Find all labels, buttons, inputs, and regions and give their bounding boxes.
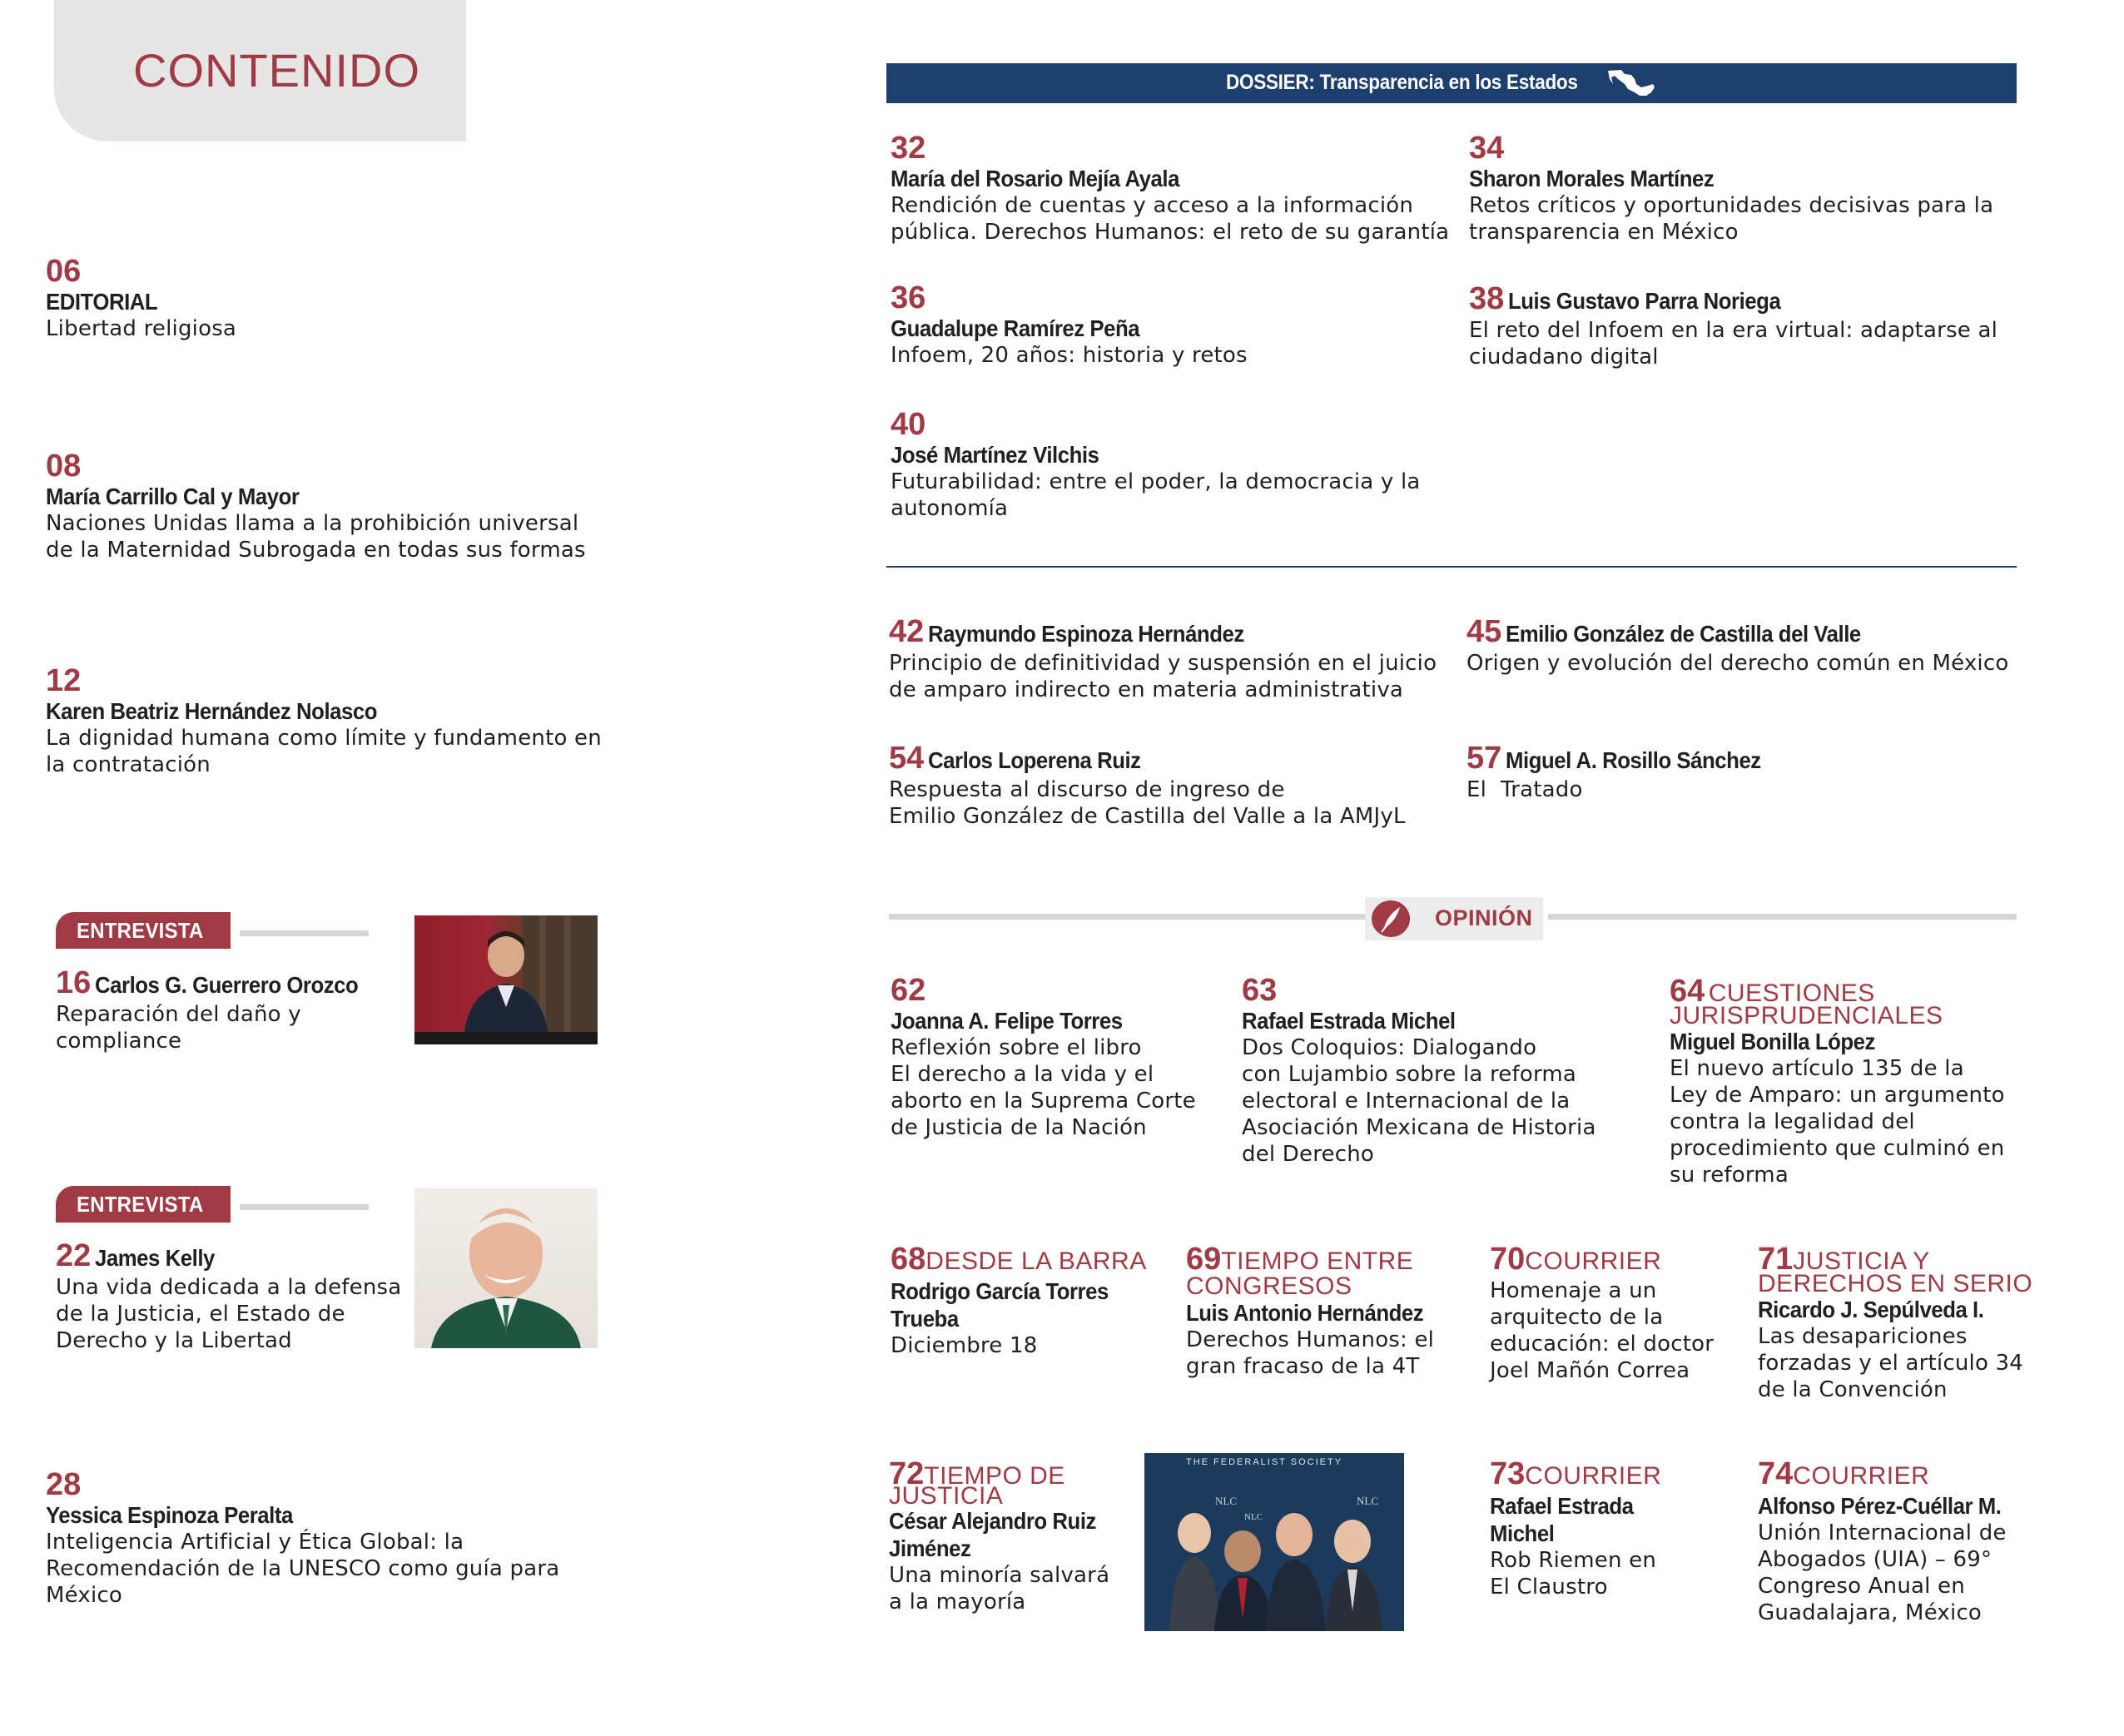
page-number: 74	[1758, 1456, 1794, 1491]
entry-title-line: El nuevo artículo 135 de la	[1670, 1056, 1964, 1081]
entry-title-line: su reforma	[1670, 1163, 1789, 1188]
group-photo-icon	[1144, 1453, 1404, 1631]
section-label: JUSTICIA	[889, 1482, 1004, 1510]
entry-title-line: Principio de definitividad y suspensión en el juicio	[889, 651, 1437, 676]
divider	[240, 930, 369, 936]
section-label: JUSTICIA Y	[1793, 1247, 1930, 1275]
toc-entry-57[interactable]	[1466, 741, 1783, 803]
section-label: TIEMPO ENTRE	[1221, 1247, 1414, 1275]
entrevista-tag: ENTREVISTA	[56, 912, 231, 949]
page-number: 71	[1758, 1242, 1794, 1277]
toc-entry-72[interactable]	[889, 1456, 1114, 1615]
page-number: 32	[891, 131, 926, 166]
entry-author: César Alejandro Ruiz	[889, 1508, 1096, 1534]
entry-author: Rafael Estrada Michel	[1242, 1008, 1456, 1034]
entry-title-line: forzadas y el artículo 34	[1758, 1351, 2024, 1376]
entry-title-line: Joel Mañón Correa	[1490, 1358, 1690, 1383]
page-number: 36	[891, 280, 926, 315]
dossier-banner	[886, 63, 2017, 103]
entry-title-line: Ley de Amparo: un argumento	[1670, 1083, 2005, 1108]
page-number: 63	[1242, 973, 1278, 1008]
entry-author: EDITORIAL	[46, 289, 158, 315]
page-number: 68	[891, 1242, 926, 1277]
entry-title-line: de amparo indirecto en materia administrativa	[889, 677, 1404, 702]
entry-title-line: Inteligencia Artificial y Ética Global: la	[46, 1530, 464, 1555]
entry-title-line: de Justicia de la Nación	[891, 1115, 1147, 1140]
entry-title-line: Reflexión sobre el libro	[891, 1035, 1142, 1060]
toc-entry-22[interactable]	[56, 1238, 401, 1354]
entry-title-line: Futurabilidad: entre el poder, la democracia y la	[891, 469, 1421, 494]
entry-author: Rafael Estrada	[1490, 1493, 1634, 1519]
page-number: 16	[56, 965, 92, 1000]
federalist-banner-text: THE FEDERALIST SOCIETY	[1186, 1457, 1343, 1467]
toc-entry-62[interactable]	[891, 974, 1196, 1141]
entry-title-line: a la mayoría	[889, 1590, 1026, 1614]
entry-author: Luis Gustavo Parra Noriega	[1507, 288, 1781, 314]
toc-entry-38[interactable]	[1469, 281, 1997, 370]
toc-entry-36[interactable]	[891, 281, 1248, 369]
entry-author: Miguel A. Rosillo Sánchez	[1505, 747, 1761, 773]
page-number: 08	[46, 449, 82, 484]
entry-title-line: Origen y evolución del derecho común en México	[1466, 651, 2009, 676]
entry-title-line: procedimiento que culminó en	[1670, 1136, 2005, 1161]
entry-title-line: Abogados (UIA) – 69°	[1758, 1547, 1992, 1572]
page-number: 72	[889, 1456, 925, 1491]
entry-title-line: de la Justicia, el Estado de	[56, 1302, 345, 1327]
entry-author: Carlos Loperena Ruiz	[927, 747, 1141, 773]
entry-author: Luis Antonio Hernández	[1186, 1300, 1424, 1326]
entry-title-line: contra la legalidad del	[1670, 1109, 1915, 1134]
toc-entry-68[interactable]	[891, 1242, 1147, 1359]
toc-entry-06[interactable]	[46, 255, 236, 342]
page-number: 34	[1469, 131, 1505, 166]
entry-title-line: Recomendación de la UNESCO como guía para	[46, 1556, 560, 1581]
entry-title-line: con Lujambio sobre la reforma	[1242, 1062, 1577, 1087]
section-label: COURRIER	[1525, 1247, 1662, 1275]
entry-title-line: Rendición de cuentas y acceso a la información	[891, 193, 1414, 218]
entry-title-line: Rob Riemen en	[1490, 1548, 1656, 1573]
section-divider	[886, 566, 2017, 568]
entrevista-tag: ENTREVISTA	[56, 1186, 231, 1223]
toc-entry-12[interactable]	[46, 664, 602, 778]
page-number: 06	[46, 254, 82, 289]
section-label: TIEMPO DE	[924, 1462, 1065, 1490]
divider	[1548, 914, 2017, 920]
toc-entry-34[interactable]	[1469, 131, 1993, 246]
entry-author: Carlos G. Guerrero Orozco	[94, 972, 359, 998]
entry-title-line: autonomía	[891, 496, 1009, 521]
toc-entry-54[interactable]	[889, 741, 1406, 830]
toc-entry-45[interactable]	[1466, 614, 2008, 677]
section-label: CONGRESOS	[1186, 1272, 1352, 1300]
entry-author: Michel	[1490, 1520, 1555, 1546]
entry-author: Rodrigo García Torres	[891, 1278, 1109, 1304]
entry-title-line: Homenaje a un	[1490, 1278, 1657, 1303]
entry-author: José Martínez Vilchis	[891, 442, 1099, 468]
entry-title-line: Derecho y la Libertad	[56, 1328, 292, 1353]
entry-title: Libertad religiosa	[46, 316, 237, 341]
entry-author: Alfonso Pérez-Cuéllar M.	[1758, 1493, 2002, 1519]
entry-title-line: El Claustro	[1490, 1575, 1608, 1600]
page-number: 12	[46, 663, 82, 698]
opinion-label-text: OPINIÓN	[1435, 905, 1533, 930]
page-number: 70	[1490, 1242, 1526, 1277]
entry-author: Jiménez	[889, 1535, 971, 1561]
entry-author: Yessica Espinoza Peralta	[46, 1502, 293, 1528]
toc-entry-71[interactable]	[1758, 1242, 2032, 1403]
page-number: 38	[1469, 281, 1505, 316]
toc-entry-63[interactable]	[1242, 974, 1596, 1168]
entry-title-line: México	[46, 1583, 122, 1608]
toc-entry-32[interactable]	[891, 131, 1449, 246]
page-number: 28	[46, 1467, 82, 1502]
entry-title-line: Asociación Mexicana de Historia	[1242, 1115, 1596, 1140]
entry-author: James Kelly	[94, 1245, 215, 1271]
entry-title-line: del Derecho	[1242, 1142, 1374, 1167]
interview-photo-guerrero	[414, 915, 598, 1044]
entry-author: Miguel Bonilla López	[1670, 1029, 1875, 1054]
toc-entry-74[interactable]	[1758, 1456, 2022, 1626]
page-number: 45	[1466, 614, 1502, 649]
entry-title-line: Una vida dedicada a la defensa	[56, 1275, 402, 1300]
entry-title-line: de la Convención	[1758, 1377, 1948, 1402]
entry-author: Karen Beatriz Hernández Nolasco	[46, 698, 378, 724]
federalist-society-photo	[1144, 1453, 1404, 1631]
interview-photo-kelly	[414, 1188, 598, 1348]
entry-title-line: de la Maternidad Subrogada en todas sus formas	[46, 538, 586, 563]
page-number: 73	[1490, 1456, 1526, 1491]
toc-entry-64[interactable]	[1670, 974, 2005, 1188]
toc-entry-16[interactable]	[56, 965, 381, 1054]
quill-icon	[1372, 900, 1410, 937]
page-number: 40	[891, 407, 926, 442]
divider	[240, 1204, 369, 1210]
page-number: 69	[1186, 1242, 1222, 1277]
entry-title-line: transparencia en México	[1469, 220, 1739, 245]
entry-author: Ricardo J. Sepúlveda I.	[1758, 1297, 1984, 1322]
toc-entry-70[interactable]	[1490, 1242, 1714, 1384]
portrait-icon	[414, 915, 598, 1044]
toc-entry-42[interactable]	[889, 614, 1437, 703]
divider	[889, 914, 1365, 920]
section-label: DESDE LA BARRA	[926, 1247, 1147, 1275]
page-title: CONTENIDO	[133, 44, 420, 97]
entry-title-line: Emilio González de Castilla del Valle a la AMJyL	[889, 804, 1406, 829]
section-label: JURISPRUDENCIALES	[1670, 1002, 1943, 1029]
entry-author: Joanna A. Felipe Torres	[891, 1008, 1123, 1034]
entry-author: Guadalupe Ramírez Peña	[891, 315, 1140, 341]
entry-title-line: Retos críticos y oportunidades decisivas para la	[1469, 193, 1994, 218]
entry-title-line: El Tratado	[1466, 777, 1583, 802]
section-label: COURRIER	[1525, 1462, 1662, 1490]
entry-author: María Carrillo Cal y Mayor	[46, 484, 300, 509]
toc-entry-08[interactable]	[46, 449, 586, 563]
entry-title-line: Congreso Anual en	[1758, 1574, 1965, 1599]
nlc-text: NLC	[1357, 1495, 1378, 1507]
page-number: 57	[1466, 741, 1502, 776]
page-number: 62	[891, 973, 926, 1008]
mexico-map-icon	[1606, 67, 1656, 99]
entry-title-line: educación: el doctor	[1490, 1332, 1715, 1357]
toc-entry-69[interactable]	[1186, 1242, 1444, 1380]
entry-author: Sharon Morales Martínez	[1469, 166, 1715, 191]
entry-title-line: Naciones Unidas llama a la prohibición universal	[46, 511, 579, 536]
entry-title-line: Derechos Humanos: el	[1186, 1327, 1435, 1352]
entry-title-line: compliance	[56, 1029, 182, 1054]
section-label: CUESTIONES	[1708, 980, 1875, 1007]
entry-title-line: Una minoría salvará	[889, 1563, 1110, 1588]
page-number: 54	[889, 741, 925, 776]
section-label: DERECHOS EN SERIO	[1758, 1270, 2033, 1297]
entry-title-line: pública. Derechos Humanos: el reto de su garantía	[891, 220, 1450, 245]
entry-author: Emilio González de Castilla del Valle	[1505, 621, 1861, 647]
entry-title-line: arquitecto de la	[1490, 1305, 1664, 1330]
toc-entry-40[interactable]	[891, 408, 1421, 522]
toc-entry-73[interactable]	[1490, 1456, 1661, 1600]
entry-title-line: Dos Coloquios: Dialogando	[1242, 1035, 1537, 1060]
nlc-text: NLC	[1244, 1512, 1263, 1522]
nlc-text: NLC	[1215, 1495, 1237, 1507]
entry-author: Trueba	[891, 1306, 959, 1332]
entry-title-line: Respuesta al discurso de ingreso de	[889, 777, 1285, 802]
page-number: 42	[889, 614, 925, 649]
opinion-section-label	[1365, 897, 1543, 940]
entry-author: María del Rosario Mejía Ayala	[891, 166, 1179, 191]
entry-title-line: Reparación del daño y	[56, 1002, 301, 1027]
page-number: 64	[1670, 974, 1705, 1009]
entry-title-line: Guadalajara, México	[1758, 1600, 1983, 1625]
page-number: 22	[56, 1238, 92, 1273]
entry-title-line: ciudadano digital	[1469, 345, 1659, 370]
toc-entry-28[interactable]	[46, 1468, 559, 1609]
entry-title-line: aborto en la Suprema Corte	[891, 1089, 1196, 1114]
portrait-icon	[414, 1188, 598, 1348]
section-label: COURRIER	[1793, 1462, 1930, 1490]
entry-author: Raymundo Espinoza Hernández	[927, 621, 1244, 647]
entry-title-line: Diciembre 18	[891, 1333, 1038, 1358]
entry-title-line: Las desapariciones	[1758, 1324, 1968, 1349]
entry-title-line: Infoem, 20 años: historia y retos	[891, 343, 1248, 368]
entry-title-line: gran fracaso de la 4T	[1186, 1354, 1420, 1379]
entry-title-line: La dignidad humana como límite y fundamento en	[46, 726, 602, 751]
entry-title-line: electoral e Internacional de la	[1242, 1089, 1571, 1114]
entry-title-line: la contratación	[46, 752, 211, 777]
dossier-label: DOSSIER: Transparencia en los Estados	[1226, 71, 1578, 94]
entry-title-line: El derecho a la vida y el	[891, 1062, 1154, 1087]
entry-title-line: El reto del Infoem en la era virtual: adaptarse al	[1469, 318, 1998, 343]
entry-title-line: Unión Internacional de	[1758, 1520, 2007, 1545]
